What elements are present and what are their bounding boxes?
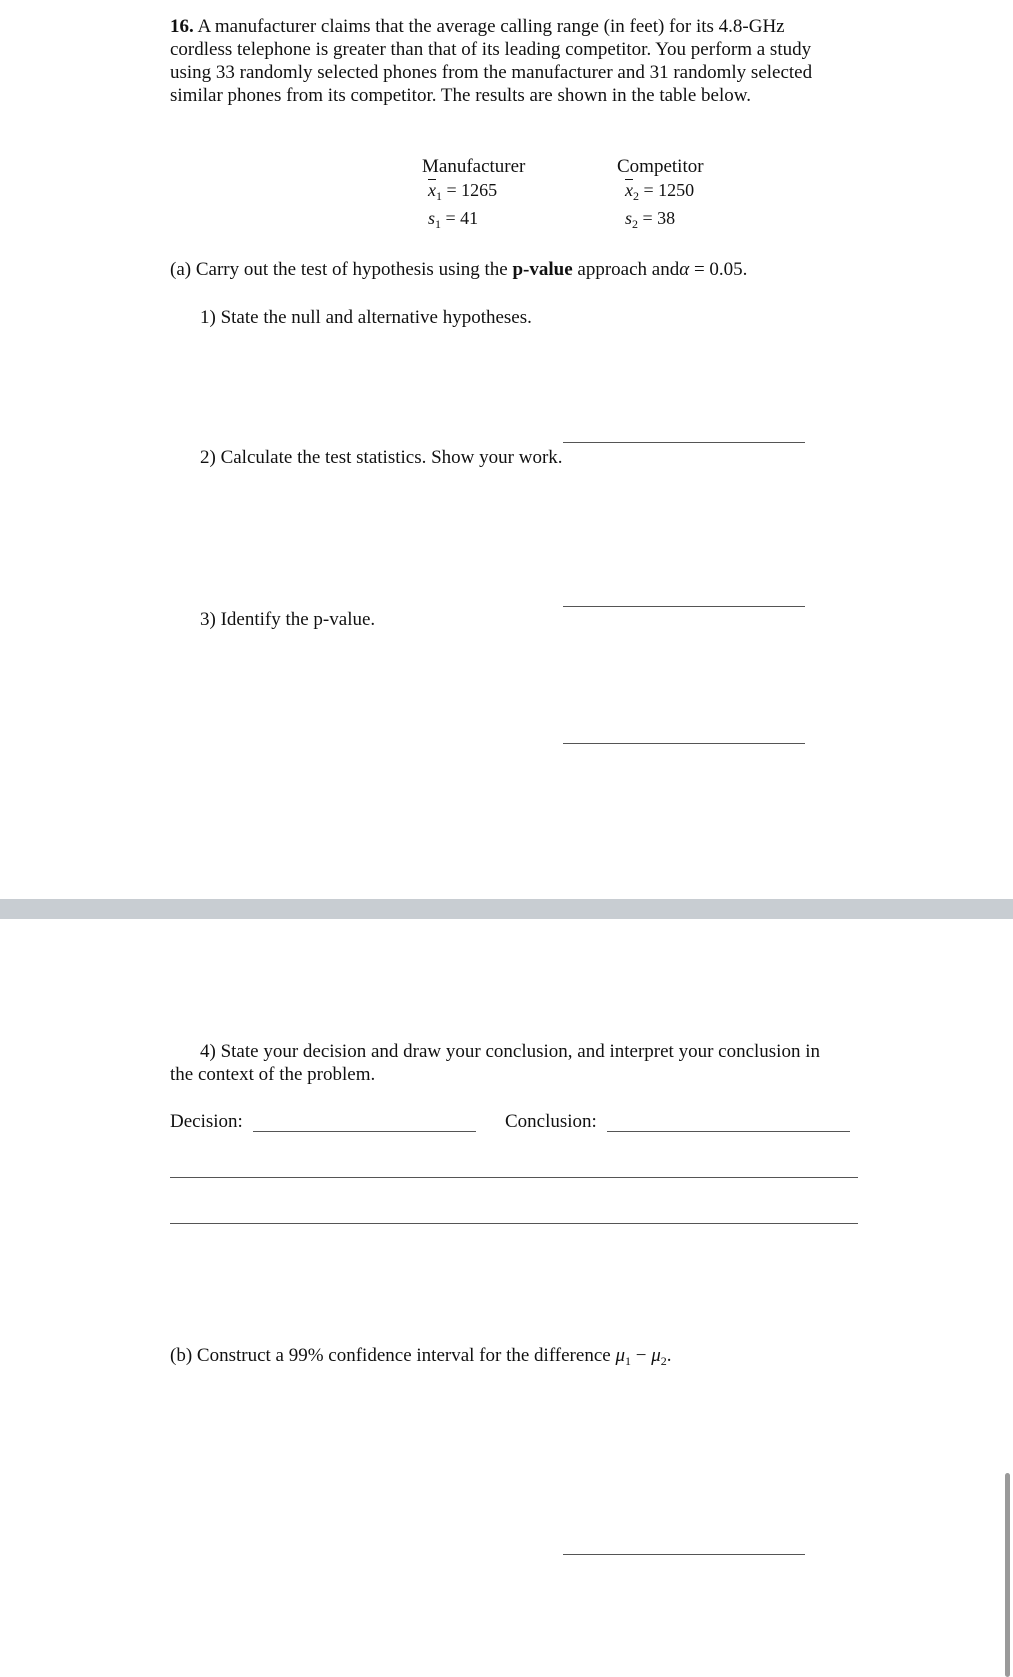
intro-line-2: cordless telephone is greater than that of its leading competitor. You perform a study — [170, 39, 812, 60]
sd-sub-2: 2 — [632, 217, 639, 231]
decision-label: Decision: — [170, 1111, 243, 1132]
sd-symbol-2: s — [625, 208, 633, 228]
question-intro — [170, 15, 870, 107]
part-b-text: (b) Construct a 99% confidence interval for the difference — [170, 1345, 611, 1366]
mean-symbol-1: $\overline{x}$ — [428, 180, 436, 200]
sd-value-2: = 38 — [642, 208, 676, 228]
mu2-symbol: μ — [651, 1345, 661, 1366]
sd-symbol-1: s — [428, 208, 436, 228]
step-3-answer-line[interactable] — [563, 743, 805, 744]
mean-sub-1: 1 — [436, 189, 442, 203]
step-1-text: 1) State the null and alternative hypotheses. — [200, 307, 532, 328]
manufacturer-sd — [428, 207, 478, 232]
page-divider — [0, 899, 1013, 919]
mean-sub-2: 2 — [633, 189, 639, 203]
part-b-period: . — [666, 1345, 672, 1366]
intro-line-3: using 33 randomly selected phones from the manufacturer and 31 randomly selected — [170, 62, 813, 83]
intro-line-1 — [170, 15, 870, 38]
intro-line-1-text: A manufacturer claims that the average calling range (in feet) for its 4.8-GHz — [197, 16, 785, 37]
interpretation-answer-line-1[interactable] — [170, 1177, 858, 1178]
alpha-value: = 0.05. — [693, 259, 748, 280]
conclusion-answer-line[interactable] — [607, 1131, 850, 1132]
mean-symbol-2: $\overline{x}$ — [625, 180, 633, 200]
sd-sub-1: 1 — [435, 217, 442, 231]
question-number: 16. — [170, 16, 194, 37]
alpha-symbol: α — [679, 259, 690, 280]
decision-answer-line[interactable] — [253, 1131, 476, 1132]
manufacturer-mean — [428, 179, 497, 204]
part-a-prompt — [170, 258, 747, 281]
conclusion-label: Conclusion: — [505, 1111, 597, 1132]
mean-value-2: = 1250 — [643, 180, 695, 200]
part-a-suffix: approach and — [577, 259, 680, 280]
part-a-prefix: (a) Carry out the test of hypothesis using the — [170, 259, 508, 280]
intro-line-4: similar phones from its competitor. The results are shown in the table below. — [170, 85, 751, 106]
part-b-prompt — [170, 1344, 672, 1369]
vertical-scrollbar[interactable] — [1005, 1473, 1010, 1677]
step-3-text: 3) Identify the p-value. — [200, 609, 376, 630]
mu1-symbol: μ — [615, 1345, 625, 1366]
competitor-header: Competitor — [617, 156, 704, 177]
step-2-text: 2) Calculate the test statistics. Show your work. — [200, 447, 563, 468]
step-2-answer-line[interactable] — [563, 606, 805, 607]
step-4-text-line-1: 4) State your decision and draw your conclusion, and interpret your conclusion in — [200, 1041, 820, 1062]
interpretation-answer-line-2[interactable] — [170, 1223, 858, 1224]
part-a-bold: p-value — [512, 259, 573, 280]
minus-sign: − — [635, 1345, 647, 1366]
sd-value-1: = 41 — [445, 208, 479, 228]
manufacturer-header: Manufacturer — [422, 156, 526, 177]
mu1-sub: 1 — [624, 1354, 631, 1368]
mu2-sub: 2 — [660, 1354, 667, 1368]
step-4-text-line-2: the context of the problem. — [170, 1064, 376, 1085]
competitor-sd — [625, 207, 675, 232]
mean-value-1: = 1265 — [446, 180, 498, 200]
step-1-answer-line[interactable] — [563, 442, 805, 443]
part-b-answer-line[interactable] — [563, 1554, 805, 1555]
competitor-mean — [625, 179, 694, 204]
